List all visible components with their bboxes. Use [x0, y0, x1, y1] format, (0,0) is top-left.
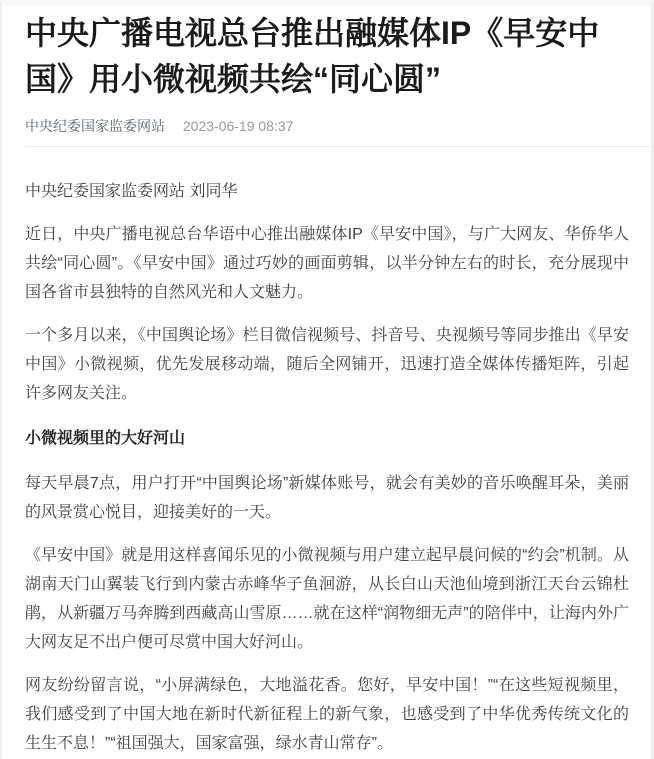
paragraph-3: 每天早晨7点，用户打开“中国舆论场”新媒体账号，就会有美妙的音乐唤醒耳朵，美丽的风景赏心悦目，迎接美好的一天。	[25, 475, 629, 521]
paragraph-5: 网友纷纷留言说，“小屏满绿色，大地溢花香。您好，早安中国！”“在这些短视频里，我们感受到了中国大地在新时代新征程上的新气象，也感受到了中华优秀传统文化的生生不息！”“祖国强大，国家富强，绿水青山常存”。	[25, 677, 629, 752]
article-meta	[25, 116, 629, 136]
paragraph-4: 《早安中国》就是用这样喜闻乐见的小微视频与用户建立起早晨问候的“约会”机制。从湖南天门山翼装飞行到内蒙古赤峰华子鱼洄游，从长白山天池仙境到浙江天台云锦杜鹃，从新疆万马奔腾到西藏高山雪原……就在这样“润物细无声”的陪伴中，让海内外广大网友足不出户便可尽赏中国大好河山。	[25, 547, 629, 651]
paragraph-2: 一个多月以来，《中国舆论场》栏目微信视频号、抖音号、央视频号等同步推出《早安中国》小微视频，优先发展移动端，随后全网铺开，迅速打造全媒体传播矩阵，引起许多网友关注。	[25, 327, 629, 402]
article-content	[2, 5, 651, 758]
section-heading: 小微视频里的大好河山	[25, 430, 186, 447]
publish-time: 2023-06-19 08:37	[182, 118, 294, 134]
page-title: 中央广播电视总台推出融媒体IP《早安中国》用小微视频共绘“同心圆”	[25, 15, 600, 97]
meta-divider	[25, 146, 651, 147]
byline: 中央纪委国家监委网站 刘同华	[25, 183, 238, 200]
article-source: 中央纪委国家监委网站	[25, 118, 165, 134]
paragraph-1: 近日，中央广播电视总台华语中心推出融媒体IP《早安中国》，与广大网友、华侨华人共绘“同心圆”。《早安中国》通过巧妙的画面剪辑，以半分钟左右的时长，充分展现中国各省市县独特的自然风光和人文魅力。	[25, 226, 629, 301]
